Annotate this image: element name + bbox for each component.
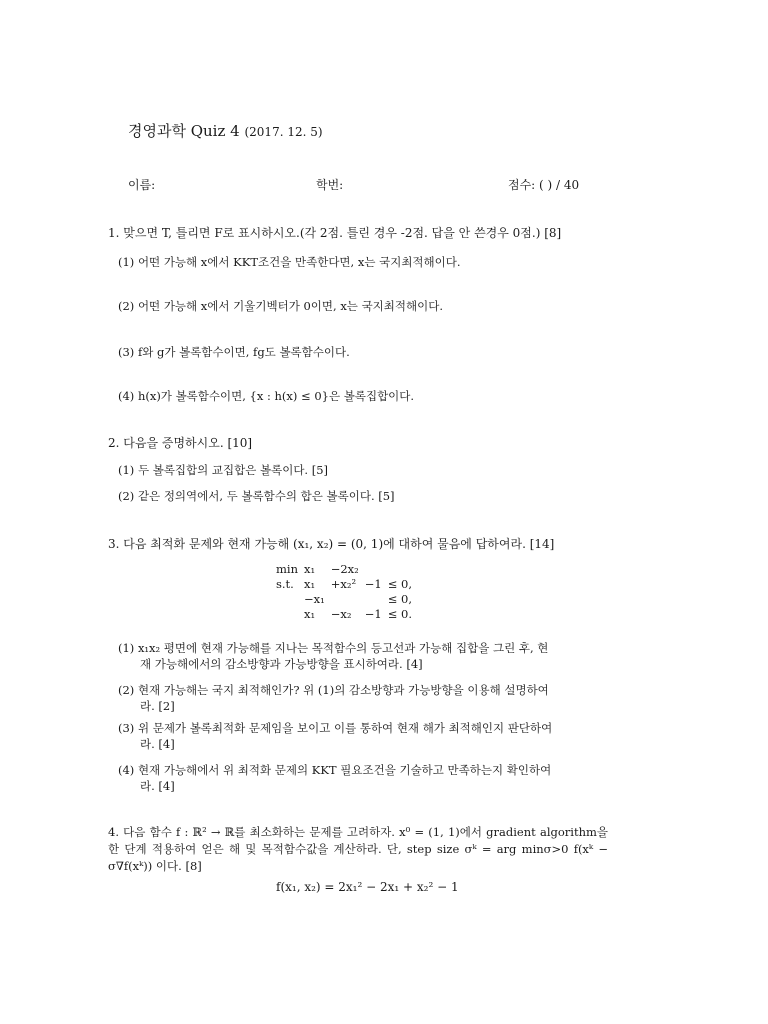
lp-cell: −2x₂ bbox=[330, 562, 359, 576]
q2-prompt: 2. 다음을 증명하시오. [10] bbox=[108, 436, 253, 450]
q3-prompt: 3. 다음 최적화 문제와 현재 가능해 (x₁, x₂) = (0, 1)에 대하여 물음에 답하여라. [14] bbox=[108, 537, 555, 551]
q1-item-4: (4) h(x)가 볼록함수이면, {x : h(x) ≤ 0}은 볼록집합이다. bbox=[118, 389, 415, 403]
lp-cell: +x₂² bbox=[330, 577, 357, 591]
lp-cell bbox=[331, 592, 365, 607]
lp-cell: ≤ 0, bbox=[387, 592, 413, 606]
lp-cell: ≤ 0. bbox=[387, 607, 413, 621]
q2-item-2: (2) 같은 정의역에서, 두 볼록함수의 합은 볼록이다. [5] bbox=[118, 489, 395, 503]
q3-item-1: (1) x₁x₂ 평면에 현재 가능해를 지나는 목적함수의 등고선과 가능해 집합을 그린 후, 현 bbox=[118, 641, 549, 655]
q3-item-4-cont: 라. [4] bbox=[140, 779, 175, 793]
lp-row bbox=[276, 592, 418, 607]
lp-cell bbox=[276, 592, 304, 607]
q3-item-4: (4) 현재 가능해에서 위 최적화 문제의 KKT 필요조건을 기술하고 만족하는지 확인하여 bbox=[118, 763, 552, 777]
name-label: 이름: bbox=[128, 178, 156, 192]
lp-cell: −1 bbox=[364, 577, 382, 591]
q3-item-2-cont: 라. [2] bbox=[140, 699, 175, 713]
lp-cell: −x₂ bbox=[330, 607, 352, 621]
lp-cell: x₁ bbox=[304, 562, 316, 576]
score-label: 점수: ( ) / 40 bbox=[508, 178, 580, 192]
lp-cell: −1 bbox=[364, 607, 382, 621]
title-text: 경영과학 Quiz 4 bbox=[128, 122, 240, 140]
q1-item-1: (1) 어떤 가능해 x에서 KKT조건을 만족한다면, x는 국지최적해이다. bbox=[118, 255, 461, 269]
lp-cell bbox=[365, 592, 388, 607]
lp-cell: min bbox=[276, 562, 298, 576]
lp-cell bbox=[365, 562, 388, 577]
optimization-problem bbox=[276, 562, 418, 622]
lp-row bbox=[276, 577, 418, 592]
q3-item-1-cont: 재 가능해에서의 감소방향과 가능방향을 표시하여라. [4] bbox=[140, 657, 423, 671]
q4-equation: f(x₁, x₂) = 2x₁² − 2x₁ + x₂² − 1 bbox=[276, 880, 459, 894]
lp-cell bbox=[388, 562, 418, 577]
q3-item-2: (2) 현재 가능해는 국지 최적해인가? 위 (1)의 감소방향과 가능방향을 이용해 설명하여 bbox=[118, 683, 549, 697]
lp-row bbox=[276, 607, 418, 622]
quiz-date: (2017. 12. 5) bbox=[244, 125, 323, 139]
q1-item-2: (2) 어떤 가능해 x에서 기울기벡터가 0이면, x는 국지최적해이다. bbox=[118, 299, 443, 313]
q3-item-3: (3) 위 문제가 볼록최적화 문제임을 보이고 이를 통하여 현재 해가 최적해인지 판단하여 bbox=[118, 721, 553, 735]
q4-prompt: 4. 다음 함수 f : ℝ² → ℝ를 최소화하는 문제를 고려하자. x⁰ = (1, 1)에서 gradient algorithm을 한 단계 적용하여 얻은 해 및 목적함수값을 계산하라. 단, step size σᵏ = arg minσ>0 f(xᵏ − σ∇f(xᵏ)) 이다. [8] bbox=[108, 825, 608, 873]
lp-row bbox=[276, 562, 418, 577]
q1-item-3: (3) f와 g가 볼록함수이면, fg도 볼록함수이다. bbox=[118, 345, 350, 359]
q3-item-3-cont: 라. [4] bbox=[140, 737, 175, 751]
quiz-title bbox=[128, 120, 323, 141]
q2-item-1: (1) 두 볼록집합의 교집합은 볼록이다. [5] bbox=[118, 463, 329, 477]
lp-cell: x₁ bbox=[304, 577, 316, 591]
lp-cell bbox=[276, 607, 304, 622]
q1-prompt: 1. 맞으면 T, 틀리면 F로 표시하시오.(각 2점. 틀린 경우 -2점. 답을 안 쓴경우 0점.) [8] bbox=[108, 226, 562, 240]
lp-cell: x₁ bbox=[304, 607, 316, 621]
student-id-label: 학번: bbox=[316, 178, 344, 192]
lp-cell: −x₁ bbox=[304, 592, 325, 606]
lp-cell: s.t. bbox=[276, 577, 294, 591]
lp-cell: ≤ 0, bbox=[387, 577, 413, 591]
